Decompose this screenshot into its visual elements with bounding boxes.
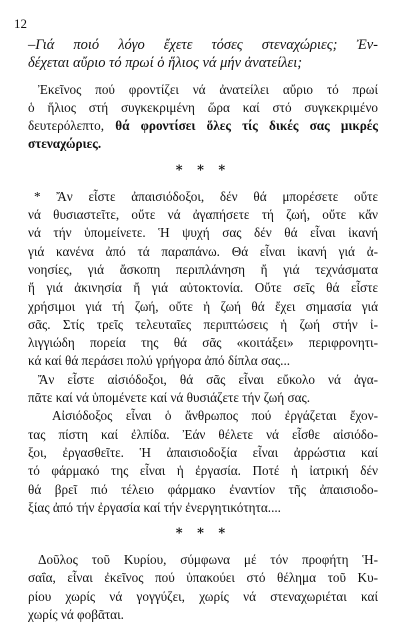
page-number: 12 [14, 16, 27, 31]
section-separator: * * * [175, 162, 231, 178]
paragraph-servant [28, 551, 378, 624]
text-line: νά θυσιαστεῖτε, οὔτε νά ἀγαπήσετε τή ζωή, οὔτε κἄν [28, 207, 378, 223]
text-line: Ἄν εἶστε αἰσιόδοξοι, θά σᾶς εἶναι εὔκολο νά ἀγα- [38, 371, 378, 387]
dialogue-answer [28, 81, 378, 154]
text-line: λιγγιώδη πορεία της θά σᾶς «κοιτάξει» περιφρονητι- [28, 335, 378, 351]
text-line: χωρίς νά φοβᾶται. [28, 607, 124, 623]
text-line: * Ἄν εἶστε ἀπαισιόδοξοι, δέν θά μπορέσετε οὔτε [34, 188, 378, 204]
text-line [28, 117, 378, 135]
text-line: τό φάρμακό της εἶναι ἡ ἐργασία. Ποτέ ἡ ἰατρική δέν [28, 463, 378, 479]
dialogue-question [28, 36, 378, 73]
text-line: πᾶτε καί νά ὑπομένετε καί νά θυσιάζετε τήν ζωή σας. [28, 390, 311, 406]
paragraph-pessimism [28, 188, 378, 371]
text-line: σαΐα, εἶναι ἐκεῖνος πού ὑπακούει στό θέλημα τοῦ Κυ- [28, 570, 378, 586]
text-line: στεναχώριες. [28, 136, 102, 152]
text-line: δέχεται αὔριο τό πρωί ὁ ἥλιος νά μήν ἀνατείλει; [28, 55, 303, 72]
text-line: κά καί θά περάσει πολύ γρήγορα ἀπό δίπλα σας... [28, 353, 291, 369]
text-fragment: δευτερόλεπτο, θά φροντίσει ὅλες τίς δικές σας μικρές [28, 118, 378, 134]
text-line: Αἰσιόδοξος εἶναι ὁ ἄνθρωπος πού ἐργάζεται ἔχον- [52, 408, 378, 424]
text-line: γιά κανένα ἀπό τά παραπάνω. Θά εἶναι ἱκανή γιά ἀ- [28, 243, 378, 259]
text-line: ρίου χωρίς νά γογγύζει, χωρίς νά στεναχωριέται καί [28, 588, 378, 604]
text-line: ξοι, ἐργασθεῖτε. Ἡ ἀπαισιοδοξία εἶναι ἀρρώστια καί [28, 444, 378, 460]
text-line: νοησίες, γιά ἄσκοπη περιπλάνηση ἤ γιά τεχνάσματα [28, 261, 378, 277]
page-body [28, 36, 378, 624]
text-line: νά τήν ὑπομείνετε. Ἡ ψυχή σας δέν θά εἶναι ἱκανή [28, 225, 378, 241]
emphasized-text: θά φροντίσει ὅλες τίς δικές σας μικρές [115, 118, 378, 134]
paragraph-optimism [28, 371, 378, 408]
text-line: ξίας ἀπό τήν ἐργασία καί τήν ἐνεργητικότητα.... [28, 499, 281, 515]
text-line: τας πίστη καί ἐλπίδα. Ἐάν θέλετε νά εἶσθε αἰσιόδο- [28, 426, 378, 442]
section-separator: * * * [175, 526, 231, 542]
text-line: ἤ γιά ἀκινησία ἤ γιά αὐτοκτονία. Οὔτε σεῖς θά εἶστε [28, 280, 378, 296]
text-line: θά βρεῖ πιό τέλειο φάρμακο ἐναντίον τῆς ἀπαισιοδο- [28, 481, 378, 497]
text-line: σᾶς. Στίς τρεῖς τελευταῖες περιπτώσεις ἡ ζωή στήν ἰ- [28, 316, 378, 332]
text-line: ὁ ἥλιος στή συγκεκριμένη ὥρα καί στό συγκεκριμένο [28, 99, 378, 115]
text-line: Δοῦλος τοῦ Κυρίου, σύμφωνα μέ τόν προφήτη Ἡ- [38, 552, 378, 568]
paragraph-work [28, 407, 378, 517]
text-line: Ἐκεῖνος πού φροντίζει νά ἀνατείλει αὔριο τό πρωί [38, 81, 378, 97]
text-line: χρήσιμοι γιά τή ζωή, οὔτε ἡ ζωή θά ἔχει σημασία γιά [28, 298, 378, 314]
text-line: –Γιά ποιό λόγο ἔχετε τόσες στεναχώριες; Ἐν- [28, 37, 378, 53]
